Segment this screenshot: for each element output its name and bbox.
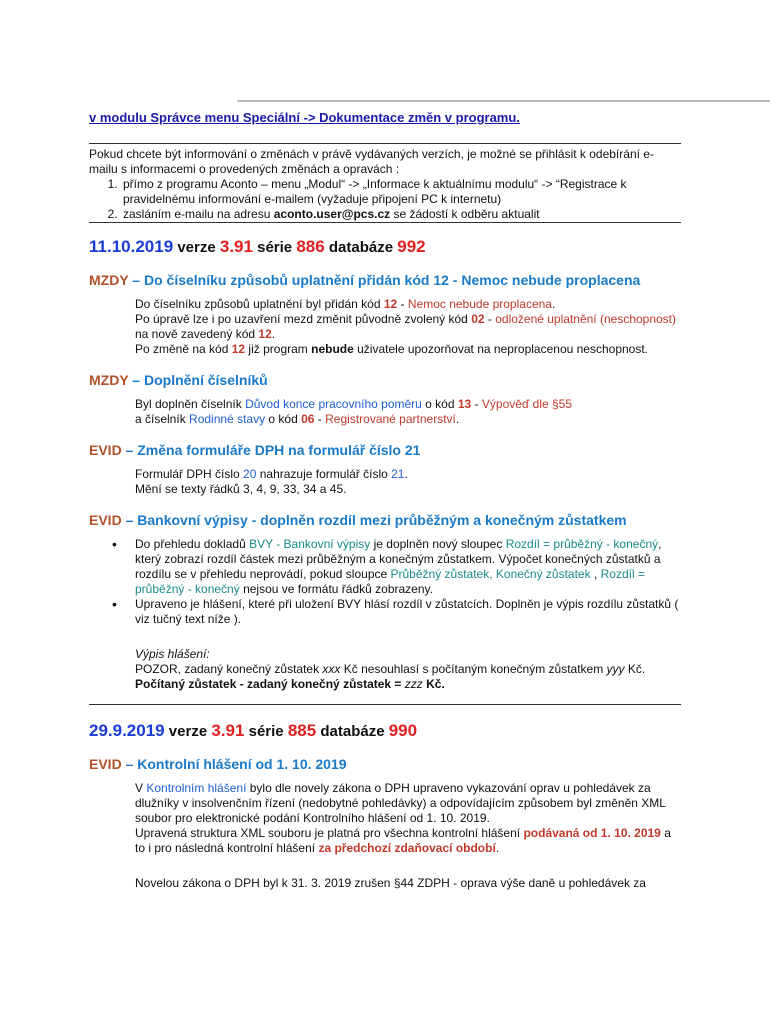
message-block: Výpis hlášení: POZOR, zadaný konečný zůstatek xxx Kč nesouhlasí s počítaným konečným zůstatkem yyy Kč. Počítaný zůstatek - zadaný konečný zůstatek = zzz Kč. — [135, 647, 646, 691]
section-body: Byl doplněn číselník Důvod konce pracovního poměru o kód 13 - Výpověď dle §55 a číselník Rodinné stavy o kód 06 - Registrované partnerství. — [135, 397, 573, 426]
section-heading: MZDY – Doplnění číselníků — [89, 372, 268, 388]
version-date: 11.10.2019 — [89, 237, 174, 256]
document-page — [89, 110, 681, 891]
list-item: • Do přehledu dokladů BVY - Bankovní výpisy je doplněn nový sloupec Rozdíl = průběžný - konečný, který zobrazí rozdíl částek mezi průběžným a konečným zůstatkem. Výpočet konečných zůstatků a rozdílu se v přehledu neprovádí, pokud sloupce Průběžný zůstatek, Konečný zůstatek , Rozdíl = průběžný - konečný nejsou ve formátu řádků zobrazeny. — [135, 537, 681, 597]
version-number: 3.91 — [219, 237, 253, 256]
divider — [89, 222, 681, 223]
intro-item-2: 2. zasláním e-mailu na adresu aconto.user@pcs.cz se žádostí k odběru aktualit — [121, 207, 681, 222]
intro-item-1: 1. přímo z programu Aconto – menu „Modul“ -> „Informace k aktuálnímu modulu“ -> “Registrace k pravidelnému informování e-mailem (vyžaduje připojení PC k internetu) — [121, 177, 681, 207]
database-number: 990 — [388, 721, 418, 740]
section-body: Do číselníku způsobů uplatnění byl přidán kód 12 - Nemoc nebude proplacena. Po úpravě lze i po uzavření mezd změnit původně zvolený kód 02 - odložené uplatnění (neschopnost) na nově zavedený kód 12. Po změně na kód 12 již program nebude uživatele upozorňovat na neproplacenou neschopnost. — [135, 297, 677, 356]
version-date: 29.9.2019 — [89, 721, 165, 740]
series-number: 886 — [296, 237, 325, 256]
top-rule — [237, 100, 770, 102]
divider — [89, 143, 681, 144]
intro-text: Pokud chcete být informování o změnách v právě vydávaných verzích, je možné se přihlásit k odebírání e-mailu s informacemi o provedených změnách a opravách : — [89, 147, 654, 176]
intro-list — [89, 177, 681, 222]
intro-block — [89, 147, 681, 222]
section-heading: EVID – Bankovní výpisy - doplněn rozdíl mezi průběžným a konečným zůstatkem — [89, 512, 627, 528]
documentation-link[interactable]: v modulu Správce menu Speciální -> Dokumentace změn v programu. — [89, 110, 520, 125]
section-body: V Kontrolním hlášení bylo dle novely zákona o DPH upraveno vykazování oprav u pohledávek za dlužníky v insolvenčním řízení (nedobytné pohledávky) a odpovídajícím způsobem byl změněn XML soubor pro elektronické podání Kontrolního hlášení od 1. 10. 2019. Upravená struktura XML souboru je platná pro všechna kontrolní hlášení podávaná od 1. 10. 2019 a to i pro následná kontrolní hlášení za předchozí zdaňovací období. Novelou zákona o DPH byl k 31. 3. 2019 zrušen §44 ZDPH - oprava výše daně u pohledávek za — [135, 781, 671, 890]
series-number: 885 — [287, 721, 317, 740]
section-body: Formulář DPH číslo 20 nahrazuje formulář číslo 21. Mění se texty řádků 3, 4, 9, 33, 34 a 45. — [135, 467, 408, 496]
divider — [89, 704, 681, 705]
section-heading: MZDY – Do číselníku způsobů uplatnění přidán kód 12 - Nemoc nebude proplacena — [89, 272, 641, 288]
section-heading: EVID – Změna formuláře DPH na formulář číslo 21 — [89, 442, 421, 458]
database-number: 992 — [397, 237, 426, 256]
bullet-list — [89, 537, 681, 627]
version-heading: 11.10.2019 verze 3.91 série 886 databáze 992 — [89, 237, 426, 256]
version-heading: 29.9.2019 verze 3.91 série 885 databáze 990 — [89, 721, 418, 740]
list-item: • Upraveno je hlášení, které při uložení BVY hlásí rozdíl v zůstatcích. Doplněn je výpis rozdílu zůstatků ( viz tučný text níže ). — [135, 597, 681, 627]
contact-email[interactable]: aconto.user@pcs.cz — [273, 207, 391, 221]
version-number: 3.91 — [211, 721, 245, 740]
section-heading: EVID – Kontrolní hlášení od 1. 10. 2019 — [89, 756, 347, 772]
